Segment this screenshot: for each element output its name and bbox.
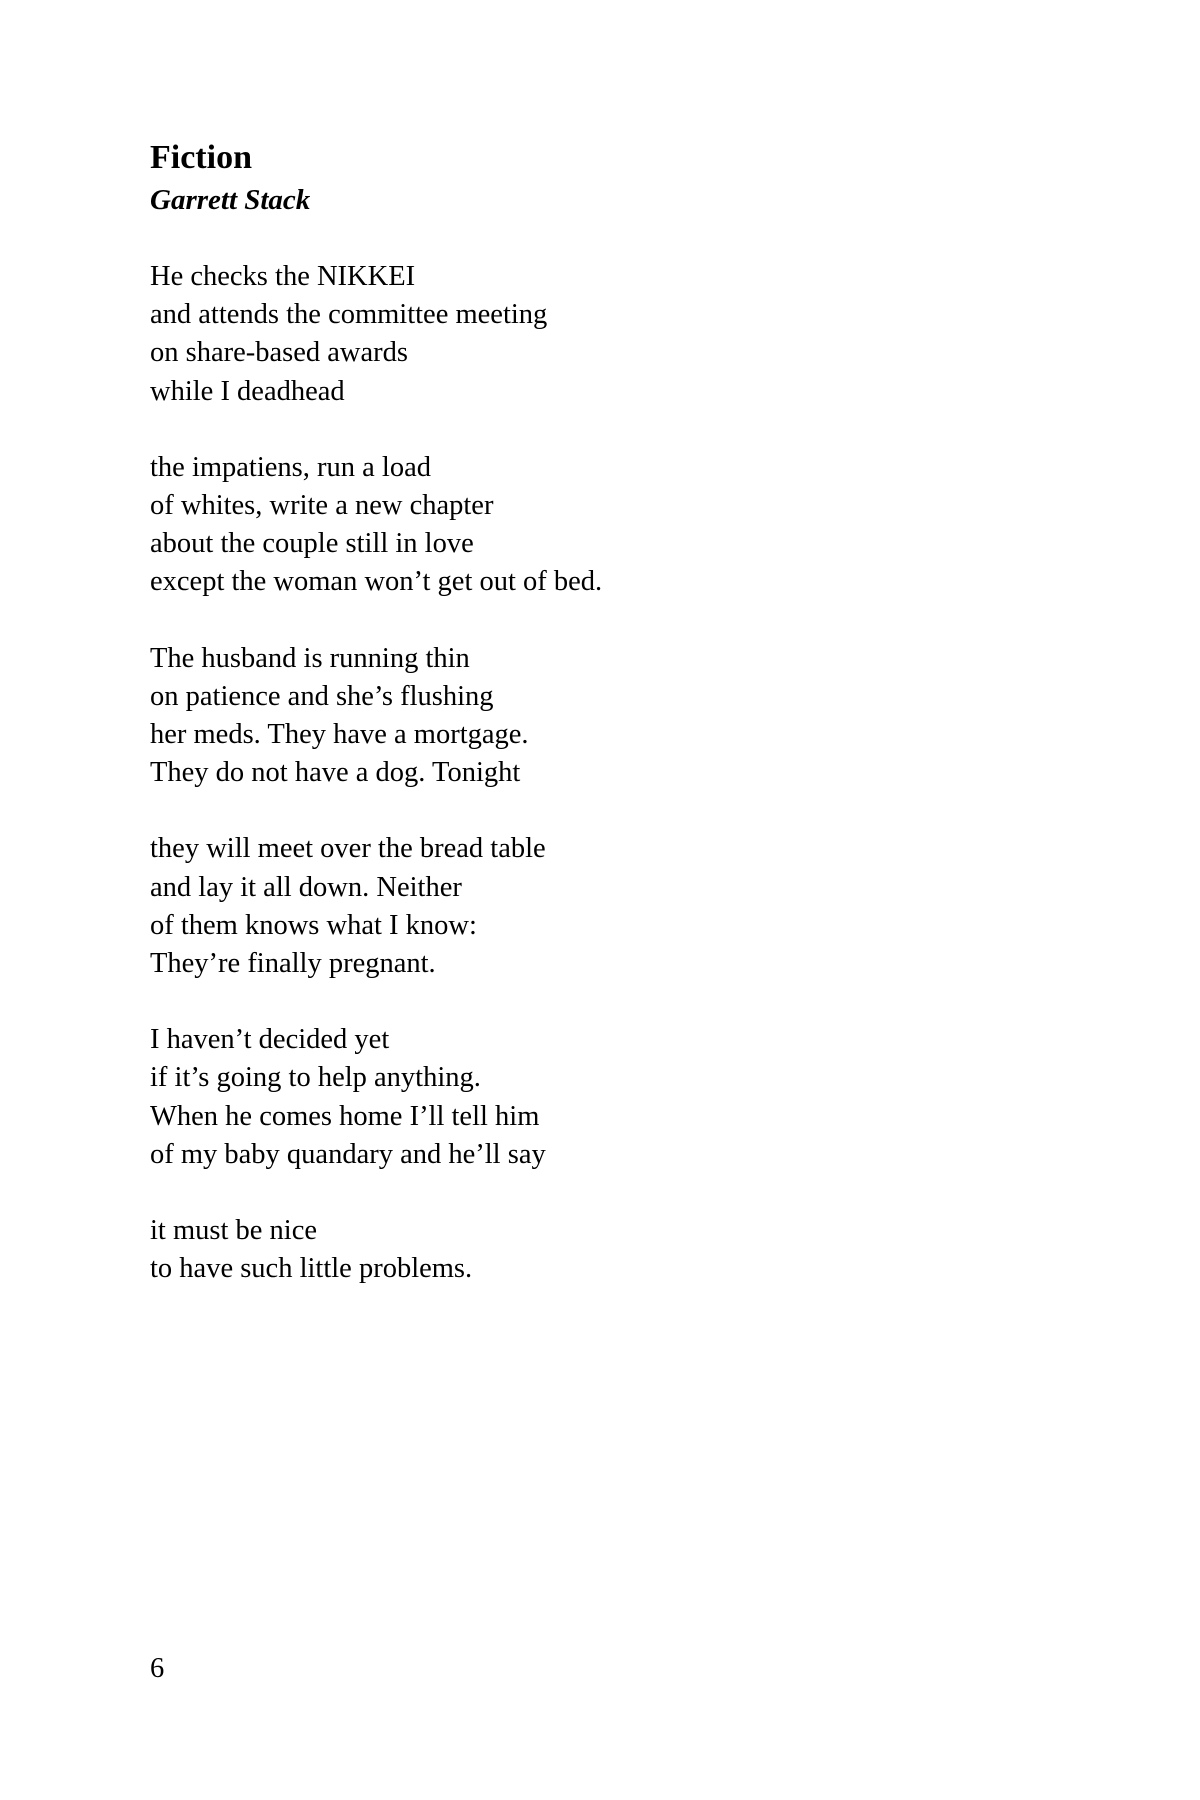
poem-line: of my baby quandary and he’ll say xyxy=(150,1138,546,1170)
poem-line: I haven’t decided yet xyxy=(150,1024,390,1056)
stanza xyxy=(150,1021,1130,1174)
stanza xyxy=(150,640,1130,793)
stanza xyxy=(150,258,1130,411)
poem-line: the impatiens, run a load xyxy=(150,451,431,483)
poem-line: They’re finally pregnant. xyxy=(150,948,436,980)
poem-line: about the couple still in love xyxy=(150,528,474,560)
poem-line: When he comes home I’ll tell him xyxy=(150,1100,540,1132)
poem-line: on patience and she’s flushing xyxy=(150,680,494,712)
page-number: 6 xyxy=(150,1653,165,1684)
poem-line: and attends the committee meeting xyxy=(150,299,548,331)
poem-line: of them knows what I know: xyxy=(150,909,477,941)
stanza xyxy=(150,830,1130,983)
poem-line: to have such little problems. xyxy=(150,1253,473,1285)
poem-line: and lay it all down. Neither xyxy=(150,871,462,903)
poem-line: of whites, write a new chapter xyxy=(150,490,494,522)
poem-line: on share-based awards xyxy=(150,337,408,369)
stanza xyxy=(150,1212,1130,1288)
poem-line: The husband is running thin xyxy=(150,642,470,674)
poem-line: while I deadhead xyxy=(150,375,345,407)
poem-line: if it’s going to help anything. xyxy=(150,1062,481,1094)
stanza xyxy=(150,449,1130,602)
poem-line: They do not have a dog. Tonight xyxy=(150,757,521,789)
poem-line: He checks the NIKKEI xyxy=(150,261,416,292)
poem-line: except the woman won’t get out of bed. xyxy=(150,566,603,598)
poem-line: her meds. They have a mortgage. xyxy=(150,719,529,751)
poem-line: it must be nice xyxy=(150,1215,318,1247)
poem-line: they will meet over the bread table xyxy=(150,833,546,865)
poem-title: Fiction xyxy=(150,139,252,176)
poem-author: Garrett Stack xyxy=(150,184,311,216)
poem-body xyxy=(150,258,1130,1326)
